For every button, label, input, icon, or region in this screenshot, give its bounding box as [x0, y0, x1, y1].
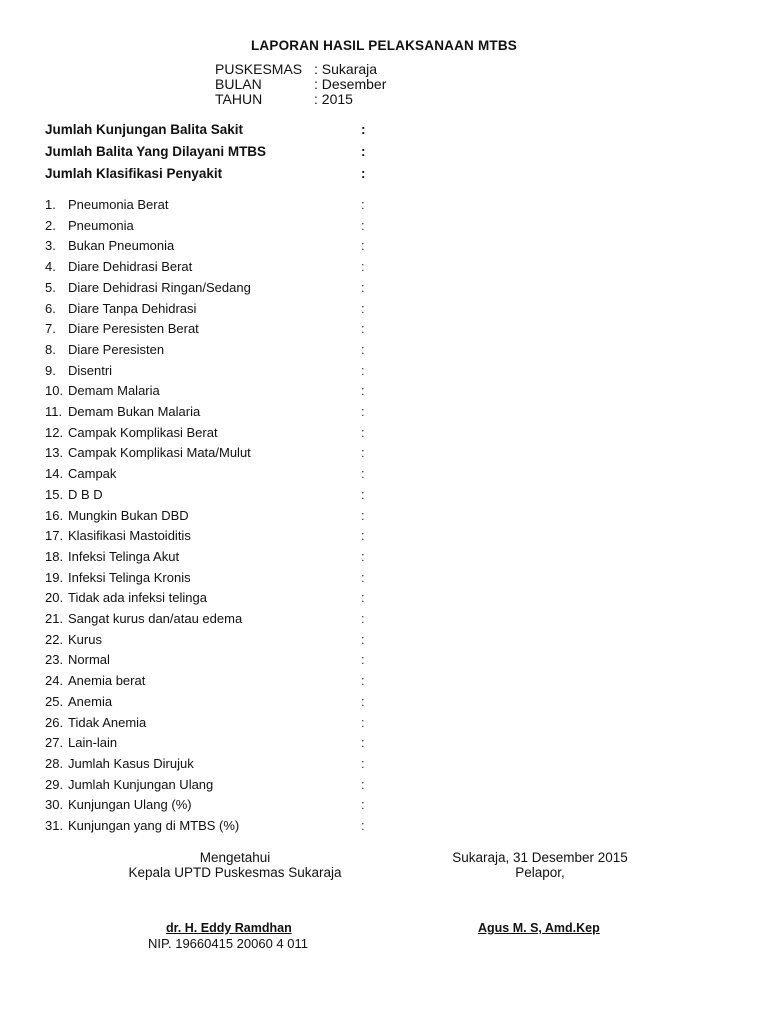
- item-number: 18.: [45, 548, 64, 564]
- list-item: [45, 508, 189, 523]
- list-item: [45, 363, 112, 378]
- list-item: [45, 570, 191, 585]
- item-colon: :: [361, 693, 365, 709]
- item-number: 10.: [45, 383, 64, 399]
- list-item: [45, 218, 134, 233]
- item-label: D B D: [68, 486, 103, 502]
- item-colon: :: [361, 217, 365, 233]
- item-colon: :: [361, 341, 365, 357]
- item-colon: :: [361, 755, 365, 771]
- item-number: 20.: [45, 590, 64, 606]
- item-colon: :: [361, 797, 365, 813]
- list-item: [45, 777, 213, 792]
- item-label: Diare Peresisten: [68, 341, 165, 357]
- item-colon: :: [361, 279, 365, 295]
- item-label: Kurus: [68, 631, 102, 647]
- list-item: [45, 383, 160, 398]
- item-label: Lain-lain: [68, 735, 118, 751]
- list-item: [45, 797, 192, 812]
- item-label: Diare Peresisten Berat: [68, 321, 199, 337]
- list-item: [45, 238, 174, 253]
- item-colon: :: [361, 383, 365, 399]
- head-nip: NIP. 19660415 20060 4 011: [148, 936, 308, 951]
- item-number: 25.: [45, 693, 64, 709]
- item-colon: :: [361, 300, 365, 316]
- item-label: Infeksi Telinga Kronis: [68, 569, 191, 585]
- item-label: Klasifikasi Mastoiditis: [68, 528, 191, 544]
- list-item: [45, 632, 102, 647]
- summary-colon: :: [361, 166, 366, 181]
- item-number: 3.: [45, 238, 56, 254]
- item-number: 19.: [45, 569, 64, 585]
- item-colon: :: [361, 507, 365, 523]
- item-colon: :: [361, 486, 365, 502]
- item-label: Tidak ada infeksi telinga: [68, 590, 207, 606]
- item-label: Bukan Pneumonia: [68, 238, 175, 254]
- list-item: [45, 301, 196, 316]
- item-colon: :: [361, 590, 365, 606]
- list-item: [45, 466, 116, 481]
- item-label: Pneumonia: [68, 217, 134, 233]
- item-label: Pneumonia Berat: [68, 197, 169, 212]
- item-number: 30.: [45, 797, 64, 813]
- item-colon: :: [361, 321, 365, 337]
- item-colon: :: [361, 197, 365, 212]
- item-colon: :: [361, 362, 365, 378]
- meta-value: : Desember: [314, 76, 387, 92]
- item-number: 8.: [45, 341, 56, 357]
- list-item: [45, 259, 192, 274]
- item-colon: :: [361, 238, 365, 254]
- item-label: Campak Komplikasi Mata/Mulut: [68, 445, 251, 461]
- head-title: Kepala UPTD Puskesmas Sukaraja: [128, 865, 342, 880]
- item-label: Sangat kurus dan/atau edema: [68, 611, 243, 626]
- item-colon: :: [361, 404, 365, 419]
- list-item: [45, 197, 168, 212]
- item-number: 1.: [45, 197, 56, 212]
- item-label: Anemia berat: [68, 673, 146, 689]
- list-item: [45, 445, 251, 460]
- list-item: [45, 735, 117, 750]
- item-colon: :: [361, 528, 365, 544]
- reporter-name: Agus M. S, Amd.Kep: [478, 921, 600, 935]
- item-number: 11.: [45, 404, 63, 419]
- meta-value: : 2015: [314, 91, 353, 107]
- summary-label: Jumlah Balita Yang Dilayani MTBS: [45, 144, 267, 159]
- item-number: 5.: [45, 279, 56, 295]
- item-label: Demam Bukan Malaria: [68, 404, 201, 419]
- item-number: 15.: [45, 486, 64, 502]
- item-number: 12.: [45, 424, 64, 440]
- item-label: Tidak Anemia: [68, 714, 147, 730]
- item-number: 21.: [45, 611, 64, 626]
- item-number: 9.: [45, 362, 56, 378]
- item-label: Jumlah Kunjungan Ulang: [68, 776, 214, 792]
- item-number: 29.: [45, 776, 64, 792]
- item-number: 23.: [45, 652, 64, 668]
- list-item: [45, 590, 207, 605]
- report-title: LAPORAN HASIL PELAKSANAAN MTBS: [250, 38, 517, 53]
- item-label: Disentri: [68, 362, 113, 378]
- item-number: 16.: [45, 507, 64, 523]
- item-colon: :: [361, 818, 365, 833]
- summary-colon: :: [361, 122, 366, 137]
- list-item: [45, 280, 251, 295]
- meta-value: : Sukaraja: [314, 61, 378, 77]
- item-number: 13.: [45, 445, 64, 461]
- list-item: [45, 404, 200, 419]
- list-item: [45, 549, 179, 564]
- item-number: 17.: [45, 528, 64, 544]
- meta-label: TAHUN: [215, 91, 263, 107]
- summary-colon: :: [361, 144, 366, 159]
- place-date: Sukaraja, 31 Desember 2015: [452, 850, 628, 865]
- list-item: [45, 818, 239, 833]
- list-item: [45, 756, 194, 771]
- item-number: 6.: [45, 300, 56, 316]
- item-label: Anemia: [68, 693, 113, 709]
- item-label: Demam Malaria: [68, 383, 160, 399]
- item-colon: :: [361, 776, 365, 792]
- item-colon: :: [361, 569, 365, 585]
- item-label: Jumlah Kasus Dirujuk: [68, 755, 194, 771]
- meta-label: PUSKESMAS: [215, 61, 303, 77]
- list-item: [45, 425, 218, 440]
- item-number: 2.: [45, 217, 56, 233]
- summary-label: Jumlah Klasifikasi Penyakit: [45, 166, 223, 181]
- item-number: 26.: [45, 714, 64, 730]
- item-number: 22.: [45, 631, 64, 647]
- item-colon: :: [361, 466, 365, 482]
- item-label: Kunjungan Ulang (%): [68, 797, 192, 813]
- item-number: 31.: [45, 818, 64, 833]
- list-item: [45, 673, 145, 688]
- item-colon: :: [361, 673, 365, 689]
- item-label: Diare Dehidrasi Ringan/Sedang: [68, 279, 251, 295]
- item-label: Normal: [68, 652, 110, 668]
- list-item: [45, 528, 191, 543]
- list-item: [45, 611, 242, 626]
- item-number: 7.: [45, 321, 56, 337]
- item-number: 27.: [45, 735, 64, 751]
- item-label: Mungkin Bukan DBD: [68, 507, 189, 523]
- list-item: [45, 321, 199, 336]
- summary-label: Jumlah Kunjungan Balita Sakit: [45, 122, 244, 137]
- item-colon: :: [361, 259, 365, 275]
- list-item: [45, 487, 103, 502]
- item-colon: :: [361, 424, 365, 440]
- item-label: Kunjungan yang di MTBS (%): [68, 818, 240, 833]
- item-colon: :: [361, 652, 365, 668]
- list-item: [45, 694, 112, 709]
- list-item: [45, 715, 146, 730]
- acknowledged-label: Mengetahui: [199, 850, 271, 865]
- item-number: 4.: [45, 259, 56, 275]
- reporter-label: Pelapor,: [515, 865, 565, 880]
- list-item: [45, 652, 110, 667]
- item-number: 14.: [45, 466, 64, 482]
- head-name: dr. H. Eddy Ramdhan: [166, 921, 292, 935]
- item-colon: :: [361, 611, 365, 626]
- item-colon: :: [361, 735, 365, 751]
- item-label: Campak Komplikasi Berat: [68, 424, 218, 440]
- item-colon: :: [361, 631, 365, 647]
- item-number: 28.: [45, 755, 64, 771]
- list-item: [45, 342, 164, 357]
- item-label: Diare Dehidrasi Berat: [68, 259, 193, 275]
- item-colon: :: [361, 714, 365, 730]
- item-label: Diare Tanpa Dehidrasi: [68, 300, 197, 316]
- meta-label: BULAN: [215, 76, 262, 92]
- item-label: Infeksi Telinga Akut: [68, 548, 180, 564]
- item-label: Campak: [68, 466, 117, 482]
- item-number: 24.: [45, 673, 64, 689]
- item-colon: :: [361, 445, 365, 461]
- item-colon: :: [361, 548, 365, 564]
